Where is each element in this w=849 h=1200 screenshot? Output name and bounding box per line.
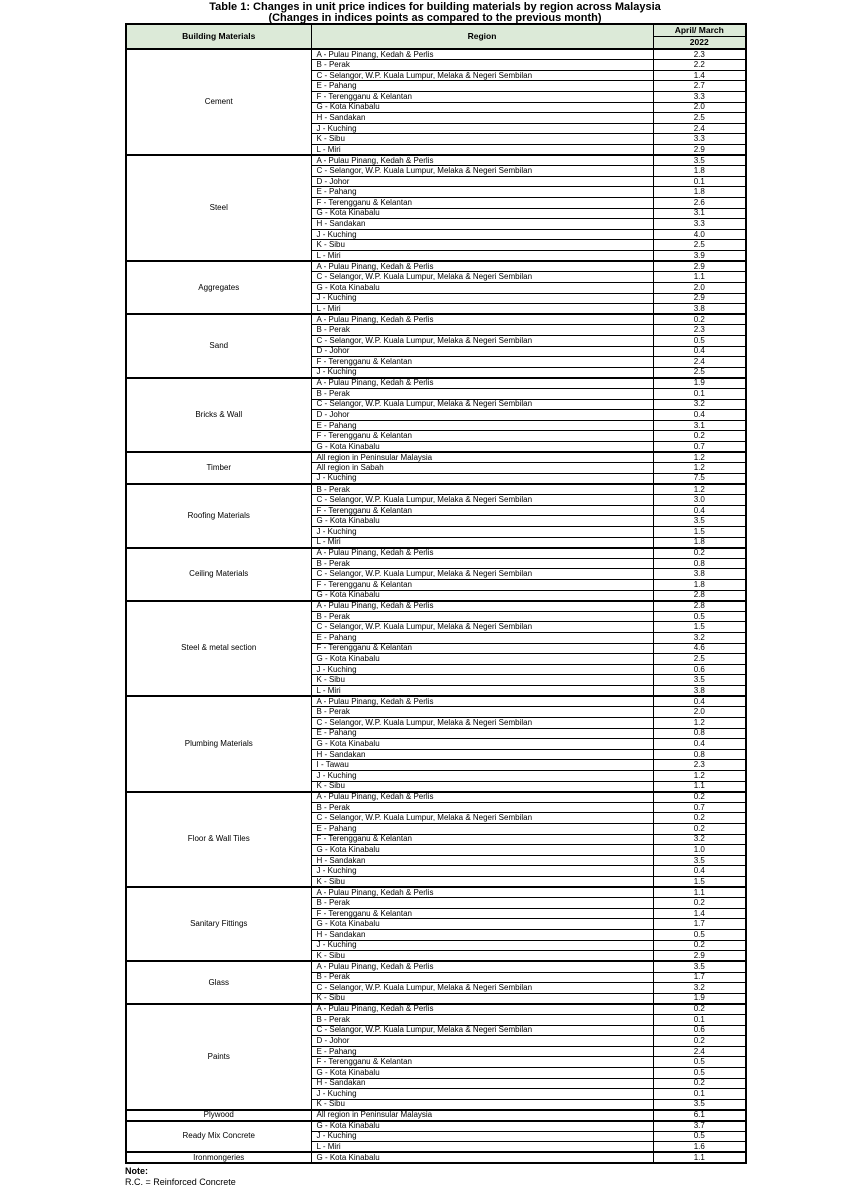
value-cell: 1.5 xyxy=(653,526,746,537)
value-cell: 0.8 xyxy=(653,749,746,760)
material-cell: Plumbing Materials xyxy=(126,696,311,791)
value-cell: 0.2 xyxy=(653,898,746,909)
value-cell: 0.2 xyxy=(653,431,746,442)
region-cell: K - Sibu xyxy=(311,993,653,1004)
region-cell: J - Kuching xyxy=(311,940,653,951)
region-cell: G - Kota Kinabalu xyxy=(311,1121,653,1132)
region-cell: F - Terengganu & Kelantan xyxy=(311,431,653,442)
material-cell: Paints xyxy=(126,1004,311,1110)
material-cell: Ironmongeries xyxy=(126,1152,311,1163)
col-header-period: April/ March xyxy=(653,24,746,37)
region-cell: B - Perak xyxy=(311,972,653,983)
value-cell: 0.2 xyxy=(653,314,746,325)
region-cell: F - Terengganu & Kelantan xyxy=(311,505,653,516)
region-cell: All region in Peninsular Malaysia xyxy=(311,452,653,463)
value-cell: 2.9 xyxy=(653,261,746,272)
material-cell: Ceiling Materials xyxy=(126,548,311,601)
region-cell: C - Selangor, W.P. Kuala Lumpur, Melaka & Negeri Sembilan xyxy=(311,495,653,506)
region-cell: C - Selangor, W.P. Kuala Lumpur, Melaka & Negeri Sembilan xyxy=(311,983,653,994)
region-cell: E - Pahang xyxy=(311,420,653,431)
value-cell: 1.5 xyxy=(653,622,746,633)
value-cell: 0.5 xyxy=(653,1068,746,1079)
table-row xyxy=(126,49,746,60)
value-cell: 0.1 xyxy=(653,389,746,400)
value-cell: 0.7 xyxy=(653,442,746,453)
value-cell: 2.9 xyxy=(653,293,746,304)
value-cell: 2.4 xyxy=(653,123,746,134)
region-cell: C - Selangor, W.P. Kuala Lumpur, Melaka & Negeri Sembilan xyxy=(311,717,653,728)
region-cell: C - Selangor, W.P. Kuala Lumpur, Melaka & Negeri Sembilan xyxy=(311,272,653,283)
region-cell: C - Selangor, W.P. Kuala Lumpur, Melaka & Negeri Sembilan xyxy=(311,1025,653,1036)
region-cell: E - Pahang xyxy=(311,728,653,739)
region-cell: H - Sandakan xyxy=(311,855,653,866)
region-cell: B - Perak xyxy=(311,898,653,909)
region-cell: G - Kota Kinabalu xyxy=(311,208,653,219)
value-cell: 3.3 xyxy=(653,219,746,230)
region-cell: C - Selangor, W.P. Kuala Lumpur, Melaka & Negeri Sembilan xyxy=(311,813,653,824)
value-cell: 2.9 xyxy=(653,951,746,962)
region-cell: F - Terengganu & Kelantan xyxy=(311,579,653,590)
region-cell: G - Kota Kinabalu xyxy=(311,845,653,856)
region-cell: B - Perak xyxy=(311,802,653,813)
value-cell: 1.1 xyxy=(653,887,746,898)
region-cell: F - Terengganu & Kelantan xyxy=(311,198,653,209)
region-cell: J - Kuching xyxy=(311,866,653,877)
region-cell: G - Kota Kinabalu xyxy=(311,442,653,453)
table-row xyxy=(126,1110,746,1121)
region-cell: C - Selangor, W.P. Kuala Lumpur, Melaka & Negeri Sembilan xyxy=(311,335,653,346)
value-cell: 1.5 xyxy=(653,877,746,888)
region-cell: B - Perak xyxy=(311,1014,653,1025)
value-cell: 2.6 xyxy=(653,198,746,209)
value-cell: 1.1 xyxy=(653,781,746,792)
value-cell: 1.7 xyxy=(653,919,746,930)
value-cell: 2.8 xyxy=(653,590,746,601)
region-cell: J - Kuching xyxy=(311,526,653,537)
value-cell: 2.5 xyxy=(653,240,746,251)
material-cell: Floor & Wall Tiles xyxy=(126,792,311,887)
region-cell: K - Sibu xyxy=(311,675,653,686)
material-cell: Timber xyxy=(126,452,311,484)
region-cell: C - Selangor, W.P. Kuala Lumpur, Melaka & Negeri Sembilan xyxy=(311,70,653,81)
value-cell: 1.6 xyxy=(653,1142,746,1153)
region-cell: D - Johor xyxy=(311,346,653,357)
value-cell: 3.5 xyxy=(653,516,746,527)
value-cell: 2.2 xyxy=(653,60,746,71)
value-cell: 2.7 xyxy=(653,81,746,92)
value-cell: 1.9 xyxy=(653,993,746,1004)
value-cell: 1.2 xyxy=(653,463,746,474)
region-cell: K - Sibu xyxy=(311,1099,653,1110)
region-cell: All region in Sabah xyxy=(311,463,653,474)
value-cell: 0.2 xyxy=(653,792,746,803)
value-cell: 4.6 xyxy=(653,643,746,654)
value-cell: 0.6 xyxy=(653,1025,746,1036)
material-cell: Aggregates xyxy=(126,261,311,314)
region-cell: G - Kota Kinabalu xyxy=(311,739,653,750)
value-cell: 3.5 xyxy=(653,155,746,166)
value-cell: 0.1 xyxy=(653,176,746,187)
material-cell: Ready Mix Concrete xyxy=(126,1121,311,1153)
region-cell: F - Terengganu & Kelantan xyxy=(311,357,653,368)
region-cell: F - Terengganu & Kelantan xyxy=(311,91,653,102)
value-cell: 2.9 xyxy=(653,144,746,155)
table-row xyxy=(126,548,746,559)
note-text: R.C. = Reinforced Concrete xyxy=(125,1177,236,1187)
value-cell: 1.8 xyxy=(653,187,746,198)
table-row xyxy=(126,261,746,272)
table-row xyxy=(126,314,746,325)
region-cell: E - Pahang xyxy=(311,81,653,92)
col-header-year: 2022 xyxy=(653,37,746,50)
region-cell: H - Sandakan xyxy=(311,219,653,230)
col-header-region: Region xyxy=(311,24,653,49)
region-cell: J - Kuching xyxy=(311,123,653,134)
col-header-building-materials: Building Materials xyxy=(126,24,311,49)
region-cell: L - Miri xyxy=(311,537,653,548)
value-cell: 1.0 xyxy=(653,845,746,856)
region-cell: K - Sibu xyxy=(311,877,653,888)
table-row xyxy=(126,1152,746,1163)
region-cell: All region in Peninsular Malaysia xyxy=(311,1110,653,1121)
region-cell: A - Pulau Pinang, Kedah & Perlis xyxy=(311,378,653,389)
region-cell: J - Kuching xyxy=(311,367,653,378)
materials-table xyxy=(125,23,747,1164)
region-cell: C - Selangor, W.P. Kuala Lumpur, Melaka & Negeri Sembilan xyxy=(311,569,653,580)
value-cell: 0.4 xyxy=(653,410,746,421)
value-cell: 0.4 xyxy=(653,505,746,516)
region-cell: J - Kuching xyxy=(311,473,653,484)
value-cell: 3.3 xyxy=(653,91,746,102)
value-cell: 2.0 xyxy=(653,102,746,113)
region-cell: C - Selangor, W.P. Kuala Lumpur, Melaka & Negeri Sembilan xyxy=(311,622,653,633)
region-cell: E - Pahang xyxy=(311,1046,653,1057)
value-cell: 0.4 xyxy=(653,739,746,750)
header-row-1 xyxy=(126,24,746,37)
value-cell: 2.3 xyxy=(653,325,746,336)
region-cell: J - Kuching xyxy=(311,229,653,240)
value-cell: 1.8 xyxy=(653,166,746,177)
value-cell: 0.1 xyxy=(653,1089,746,1100)
value-cell: 0.5 xyxy=(653,335,746,346)
value-cell: 3.8 xyxy=(653,569,746,580)
value-cell: 0.7 xyxy=(653,802,746,813)
table-row xyxy=(126,961,746,972)
value-cell: 6.1 xyxy=(653,1110,746,1121)
region-cell: H - Sandakan xyxy=(311,749,653,760)
value-cell: 3.5 xyxy=(653,1099,746,1110)
value-cell: 7.5 xyxy=(653,473,746,484)
region-cell: B - Perak xyxy=(311,558,653,569)
region-cell: F - Terengganu & Kelantan xyxy=(311,834,653,845)
region-cell: H - Sandakan xyxy=(311,113,653,124)
table-row xyxy=(126,378,746,389)
value-cell: 3.8 xyxy=(653,686,746,697)
value-cell: 4.0 xyxy=(653,229,746,240)
material-cell: Cement xyxy=(126,49,311,155)
value-cell: 0.1 xyxy=(653,1014,746,1025)
value-cell: 3.2 xyxy=(653,834,746,845)
material-cell: Plywood xyxy=(126,1110,311,1121)
value-cell: 3.9 xyxy=(653,251,746,262)
region-cell: D - Johor xyxy=(311,410,653,421)
table-row xyxy=(126,792,746,803)
region-cell: L - Miri xyxy=(311,304,653,315)
table-row xyxy=(126,696,746,707)
value-cell: 1.4 xyxy=(653,908,746,919)
value-cell: 1.1 xyxy=(653,272,746,283)
value-cell: 2.0 xyxy=(653,707,746,718)
region-cell: G - Kota Kinabalu xyxy=(311,1068,653,1079)
value-cell: 3.2 xyxy=(653,983,746,994)
region-cell: J - Kuching xyxy=(311,1089,653,1100)
region-cell: I - Tawau xyxy=(311,760,653,771)
value-cell: 3.5 xyxy=(653,675,746,686)
value-cell: 2.5 xyxy=(653,654,746,665)
region-cell: G - Kota Kinabalu xyxy=(311,102,653,113)
value-cell: 2.3 xyxy=(653,49,746,60)
region-cell: G - Kota Kinabalu xyxy=(311,516,653,527)
region-cell: B - Perak xyxy=(311,325,653,336)
region-cell: H - Sandakan xyxy=(311,1078,653,1089)
region-cell: A - Pulau Pinang, Kedah & Perlis xyxy=(311,155,653,166)
region-cell: J - Kuching xyxy=(311,770,653,781)
region-cell: G - Kota Kinabalu xyxy=(311,590,653,601)
value-cell: 0.2 xyxy=(653,940,746,951)
region-cell: A - Pulau Pinang, Kedah & Perlis xyxy=(311,548,653,559)
region-cell: K - Sibu xyxy=(311,951,653,962)
value-cell: 0.2 xyxy=(653,823,746,834)
table-header xyxy=(126,24,746,49)
material-cell: Sanitary Fittings xyxy=(126,887,311,961)
region-cell: F - Terengganu & Kelantan xyxy=(311,643,653,654)
note-block xyxy=(125,1166,745,1188)
value-cell: 3.1 xyxy=(653,208,746,219)
value-cell: 2.5 xyxy=(653,113,746,124)
region-cell: K - Sibu xyxy=(311,240,653,251)
region-cell: F - Terengganu & Kelantan xyxy=(311,908,653,919)
region-cell: A - Pulau Pinang, Kedah & Perlis xyxy=(311,887,653,898)
value-cell: 0.5 xyxy=(653,611,746,622)
table-row xyxy=(126,1004,746,1015)
region-cell: L - Miri xyxy=(311,686,653,697)
value-cell: 2.0 xyxy=(653,282,746,293)
value-cell: 3.5 xyxy=(653,855,746,866)
value-cell: 0.8 xyxy=(653,558,746,569)
region-cell: A - Pulau Pinang, Kedah & Perlis xyxy=(311,1004,653,1015)
region-cell: G - Kota Kinabalu xyxy=(311,654,653,665)
value-cell: 3.8 xyxy=(653,304,746,315)
region-cell: D - Johor xyxy=(311,1036,653,1047)
table-row xyxy=(126,601,746,612)
region-cell: G - Kota Kinabalu xyxy=(311,1152,653,1163)
region-cell: D - Johor xyxy=(311,176,653,187)
material-cell: Glass xyxy=(126,961,311,1003)
region-cell: J - Kuching xyxy=(311,664,653,675)
table-title-block xyxy=(125,2,745,23)
table-subtitle: (Changes in indices points as compared to the previous month) xyxy=(268,11,602,24)
region-cell: B - Perak xyxy=(311,484,653,495)
value-cell: 0.2 xyxy=(653,1078,746,1089)
region-cell: A - Pulau Pinang, Kedah & Perlis xyxy=(311,961,653,972)
region-cell: B - Perak xyxy=(311,389,653,400)
region-cell: L - Miri xyxy=(311,251,653,262)
value-cell: 0.5 xyxy=(653,930,746,941)
value-cell: 3.2 xyxy=(653,633,746,644)
value-cell: 0.4 xyxy=(653,696,746,707)
table-title: Table 1: Changes in unit price indices for building materials by region across Malaysia xyxy=(209,1,661,13)
value-cell: 1.2 xyxy=(653,770,746,781)
region-cell: C - Selangor, W.P. Kuala Lumpur, Melaka & Negeri Sembilan xyxy=(311,399,653,410)
region-cell: A - Pulau Pinang, Kedah & Perlis xyxy=(311,696,653,707)
value-cell: 1.2 xyxy=(653,452,746,463)
table-row xyxy=(126,887,746,898)
value-cell: 1.8 xyxy=(653,579,746,590)
value-cell: 0.4 xyxy=(653,866,746,877)
value-cell: 3.5 xyxy=(653,961,746,972)
value-cell: 2.3 xyxy=(653,760,746,771)
value-cell: 1.7 xyxy=(653,972,746,983)
note-label: Note: xyxy=(125,1166,148,1176)
region-cell: A - Pulau Pinang, Kedah & Perlis xyxy=(311,601,653,612)
material-cell: Steel & metal section xyxy=(126,601,311,696)
value-cell: 1.4 xyxy=(653,70,746,81)
region-cell: L - Miri xyxy=(311,1142,653,1153)
region-cell: H - Sandakan xyxy=(311,930,653,941)
material-cell: Roofing Materials xyxy=(126,484,311,548)
region-cell: F - Terengganu & Kelantan xyxy=(311,1057,653,1068)
value-cell: 1.2 xyxy=(653,484,746,495)
value-cell: 1.1 xyxy=(653,1152,746,1163)
value-cell: 1.9 xyxy=(653,378,746,389)
value-cell: 3.2 xyxy=(653,399,746,410)
value-cell: 3.7 xyxy=(653,1121,746,1132)
region-cell: C - Selangor, W.P. Kuala Lumpur, Melaka & Negeri Sembilan xyxy=(311,166,653,177)
value-cell: 0.5 xyxy=(653,1057,746,1068)
region-cell: A - Pulau Pinang, Kedah & Perlis xyxy=(311,314,653,325)
value-cell: 2.8 xyxy=(653,601,746,612)
table-row xyxy=(126,155,746,166)
region-cell: B - Perak xyxy=(311,60,653,71)
region-cell: A - Pulau Pinang, Kedah & Perlis xyxy=(311,261,653,272)
table-body xyxy=(126,49,746,1163)
value-cell: 3.0 xyxy=(653,495,746,506)
region-cell: B - Perak xyxy=(311,707,653,718)
region-cell: L - Miri xyxy=(311,144,653,155)
value-cell: 0.2 xyxy=(653,548,746,559)
value-cell: 2.4 xyxy=(653,357,746,368)
table-row xyxy=(126,452,746,463)
value-cell: 1.8 xyxy=(653,537,746,548)
value-cell: 0.6 xyxy=(653,664,746,675)
region-cell: E - Pahang xyxy=(311,633,653,644)
region-cell: A - Pulau Pinang, Kedah & Perlis xyxy=(311,792,653,803)
region-cell: B - Perak xyxy=(311,611,653,622)
material-cell: Bricks & Wall xyxy=(126,378,311,452)
region-cell: G - Kota Kinabalu xyxy=(311,282,653,293)
region-cell: J - Kuching xyxy=(311,293,653,304)
region-cell: E - Pahang xyxy=(311,187,653,198)
value-cell: 0.4 xyxy=(653,346,746,357)
region-cell: K - Sibu xyxy=(311,781,653,792)
region-cell: J - Kuching xyxy=(311,1131,653,1142)
material-cell: Sand xyxy=(126,314,311,378)
value-cell: 0.2 xyxy=(653,1036,746,1047)
table-row xyxy=(126,484,746,495)
value-cell: 1.2 xyxy=(653,717,746,728)
region-cell: A - Pulau Pinang, Kedah & Perlis xyxy=(311,49,653,60)
value-cell: 0.2 xyxy=(653,813,746,824)
value-cell: 2.4 xyxy=(653,1046,746,1057)
value-cell: 0.2 xyxy=(653,1004,746,1015)
region-cell: G - Kota Kinabalu xyxy=(311,919,653,930)
value-cell: 3.1 xyxy=(653,420,746,431)
table-row xyxy=(126,1121,746,1132)
value-cell: 0.5 xyxy=(653,1131,746,1142)
region-cell: E - Pahang xyxy=(311,823,653,834)
value-cell: 3.3 xyxy=(653,134,746,145)
region-cell: K - Sibu xyxy=(311,134,653,145)
value-cell: 2.5 xyxy=(653,367,746,378)
material-cell: Steel xyxy=(126,155,311,261)
value-cell: 0.8 xyxy=(653,728,746,739)
